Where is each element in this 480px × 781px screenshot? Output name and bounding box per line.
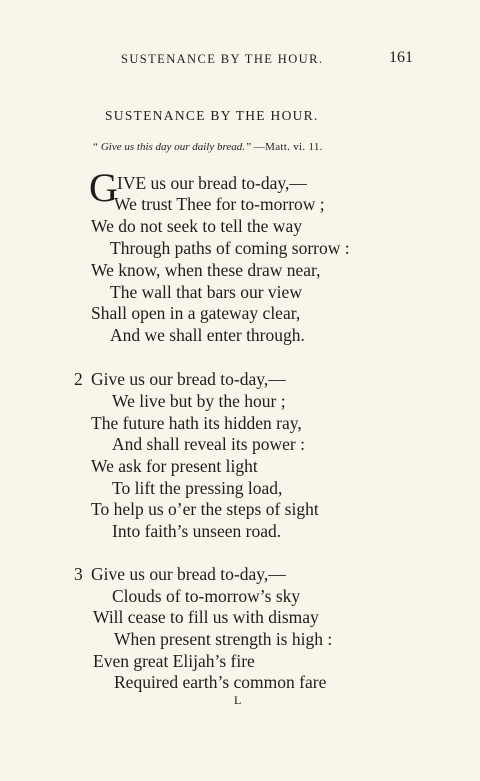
stanza-number: 2 [74, 369, 83, 389]
verse-line: We know, when these draw near, [91, 260, 321, 280]
epigraph-quote: “ Give us this day our daily bread.” [92, 141, 252, 153]
running-head: SUSTENANCE BY THE HOUR. [121, 52, 324, 66]
verse-line: Required earth’s common fare [114, 672, 327, 692]
verse-line: The wall that bars our view [110, 282, 302, 302]
verse-line: Through paths of coming sorrow : [110, 238, 350, 258]
page-number: 161 [389, 49, 413, 66]
verse-line: And shall reveal its power : [112, 434, 305, 454]
verse-line: Shall open in a gateway clear, [91, 303, 301, 323]
verse-line: We live but by the hour ; [112, 391, 286, 411]
verse-line: We ask for present light [91, 456, 258, 476]
drop-cap: G [89, 165, 118, 210]
epigraph [92, 141, 323, 153]
stanza-number: 3 [74, 564, 83, 584]
hymn-title: SUSTENANCE BY THE HOUR. [105, 108, 319, 123]
verse-line: We do not seek to tell the way [91, 216, 302, 236]
first-line-rest: IVE us our bread to-day,— [117, 173, 307, 193]
verse-line: Give us our bread to-day,— [91, 564, 286, 584]
verse-line: To help us o’er the steps of sight [91, 499, 319, 519]
verse-line: Clouds of to-morrow’s sky [112, 586, 301, 606]
verse-line: We trust Thee for to-morrow ; [114, 194, 325, 214]
verse-line: Into faith’s unseen road. [112, 521, 282, 541]
signature-mark: L [234, 693, 242, 707]
epigraph-reference: —Matt. vi. 11. [253, 141, 323, 153]
verse-line: And we shall enter through. [110, 325, 305, 345]
verse-line: Will cease to fill us with dismay [93, 607, 319, 627]
verse-line: Give us our bread to-day,— [91, 369, 286, 389]
verse-line: The future hath its hidden ray, [91, 413, 302, 433]
verse-line: When present strength is high : [114, 629, 333, 649]
verse-line: To lift the pressing load, [112, 478, 283, 498]
verse-line: Even great Elijah’s fire [93, 651, 255, 671]
